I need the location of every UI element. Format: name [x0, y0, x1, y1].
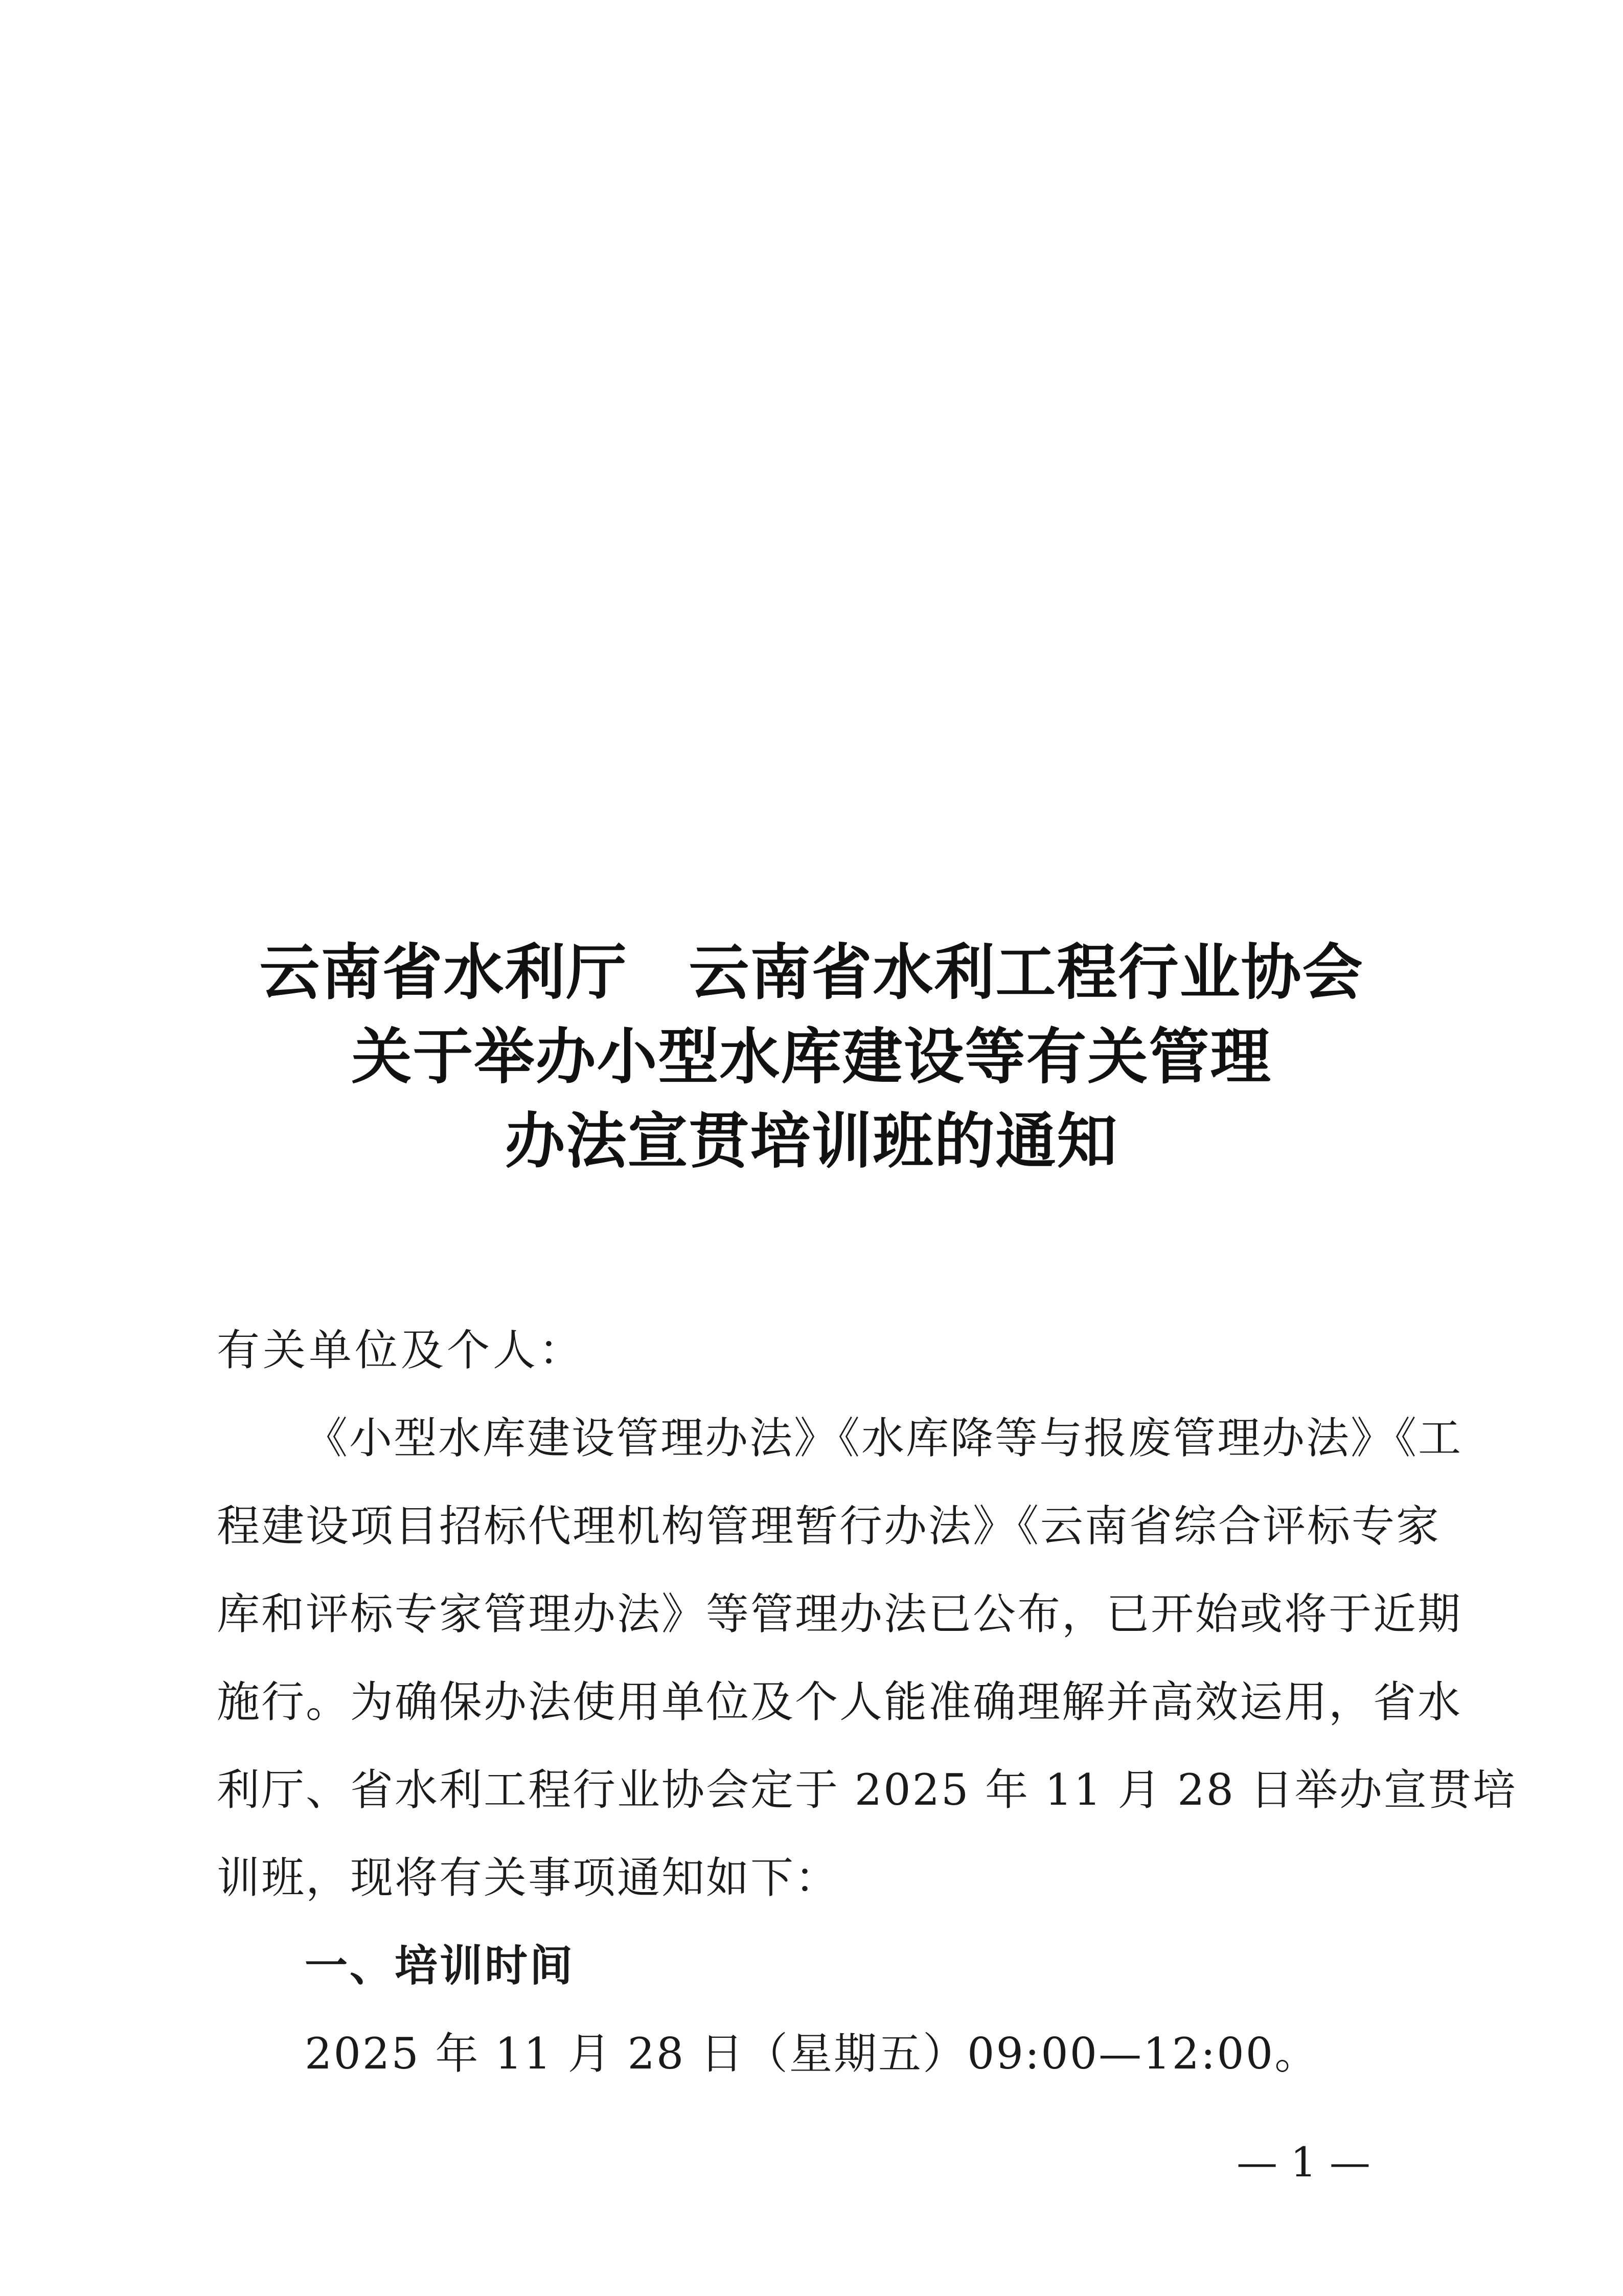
intro-paragraph [217, 1394, 1517, 1922]
salutation: 有关单位及个人： [217, 1325, 585, 1375]
intro-line: 程建设项目招标代理机构管理暂行办法》《云南省综合评标专家 [217, 1501, 1441, 1551]
document-body [217, 1306, 1517, 2098]
intro-line: 《小型水库建设管理办法》《水库降等与报废管理办法》《工 [305, 1413, 1463, 1463]
intro-line: 施行。为确保办法使用单位及个人能准确理解并高效运用，省水 [217, 1677, 1462, 1727]
intro-line: 库和评标专家管理办法》等管理办法已公布，已开始或将于近期 [217, 1589, 1462, 1639]
title-org-2: 云南省水利工程行业协会 [689, 937, 1364, 1008]
section-heading-training-time: 一、培训时间 [305, 1941, 575, 1991]
page-number: — 1 — [1237, 2139, 1370, 2186]
title-line-3: 办法宣贯培训班的通知 [505, 1106, 1118, 1176]
training-time-content: 2025 年 11 月 28 日（星期五）09:00—12:00。 [305, 2029, 1319, 2079]
document-title [215, 930, 1408, 1184]
intro-line: 训班，现将有关事项通知如下： [217, 1853, 840, 1903]
title-org-1: 云南省水利厅 [259, 937, 628, 1008]
intro-line: 利厅、省水利工程行业协会定于 2025 年 11 月 28 日举办宣贯培 [217, 1765, 1517, 1815]
title-line-2: 关于举办小型水库建设等有关管理 [351, 1021, 1272, 1092]
title-line-1 [215, 930, 1408, 1015]
